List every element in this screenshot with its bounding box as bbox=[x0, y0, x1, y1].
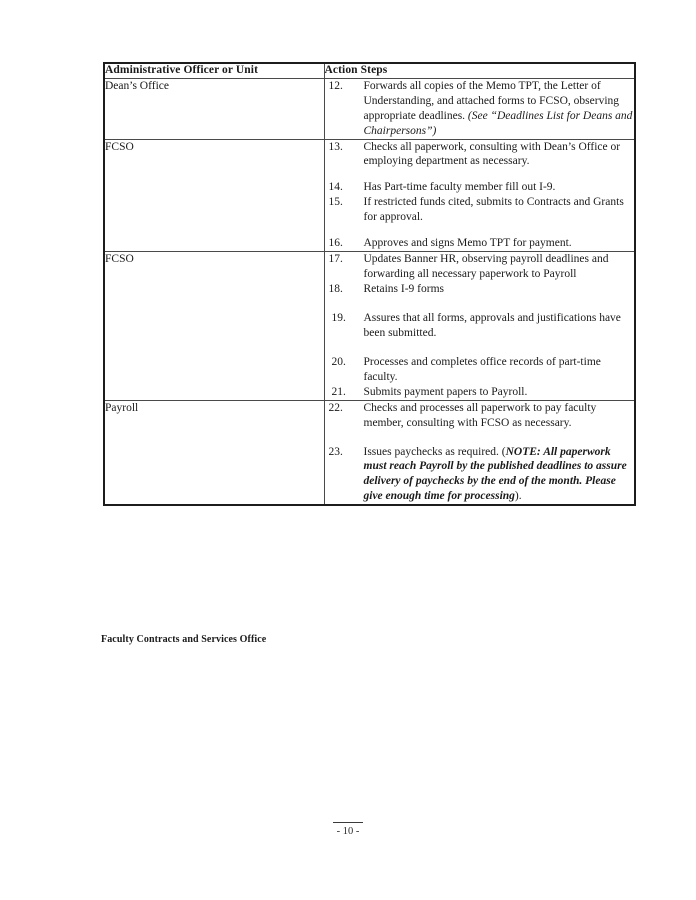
list-item bbox=[325, 195, 635, 225]
list-item bbox=[325, 311, 635, 341]
step-list bbox=[325, 79, 635, 139]
list-item bbox=[325, 282, 635, 297]
page-footer bbox=[0, 822, 696, 837]
procedures-table bbox=[103, 62, 636, 506]
list-item bbox=[325, 252, 635, 282]
step-text: Has Part-time faculty member fill out I-9. bbox=[363, 181, 556, 194]
list-item bbox=[325, 445, 635, 505]
step-text: Submits payment papers to Payroll. bbox=[363, 385, 528, 398]
step-number: 21. bbox=[331, 385, 346, 398]
table-header bbox=[104, 63, 635, 78]
list-item bbox=[325, 79, 635, 139]
column-header-unit: Administrative Officer or Unit bbox=[104, 63, 324, 78]
step-text-plain: Forwards all copies of the Memo TPT, the Letter of Understanding, and attached forms to FCSO, observing appropriate deadlines. bbox=[363, 79, 620, 122]
step-number: 17. bbox=[328, 253, 343, 266]
page-number-rule bbox=[333, 822, 363, 823]
list-item bbox=[325, 401, 635, 431]
table-row bbox=[104, 78, 635, 139]
step-list bbox=[325, 252, 635, 400]
step-number: 22. bbox=[328, 401, 343, 414]
row-action-steps bbox=[324, 400, 635, 505]
step-text bbox=[364, 445, 635, 505]
table-row bbox=[104, 139, 635, 252]
step-text: Updates Banner HR, observing payroll deadlines and forwarding all necessary paperwork to Payroll bbox=[363, 253, 609, 281]
row-action-steps bbox=[324, 139, 635, 252]
step-number: 23. bbox=[328, 445, 343, 458]
row-unit-label: Payroll bbox=[104, 400, 324, 505]
column-header-steps: Action Steps bbox=[324, 63, 635, 78]
step-list bbox=[325, 140, 635, 252]
step-number: 16. bbox=[328, 237, 343, 250]
row-unit-label: FCSO bbox=[104, 139, 324, 252]
step-number: 19. bbox=[331, 311, 346, 324]
step-text-italic: (See “Deadlines List for Deans and Chairpersons”) bbox=[363, 109, 633, 137]
step-text: Processes and completes office records of part-time faculty. bbox=[363, 355, 601, 383]
step-list bbox=[325, 401, 635, 505]
step-text: Checks and processes all paperwork to pay faculty member, consulting with FCSO as necessary. bbox=[363, 401, 597, 429]
row-unit-label: Dean’s Office bbox=[104, 78, 324, 139]
step-text: Approves and signs Memo TPT for payment. bbox=[363, 237, 572, 250]
step-number: 14. bbox=[328, 181, 343, 194]
step-number: 20. bbox=[331, 355, 346, 368]
table-header-row bbox=[104, 63, 635, 78]
page-number: - 10 - bbox=[336, 826, 360, 837]
row-unit-label: FCSO bbox=[104, 252, 324, 401]
table-row bbox=[104, 252, 635, 401]
step-text-plain: Issues paychecks as required. ( bbox=[363, 445, 506, 458]
table-row bbox=[104, 400, 635, 505]
list-item bbox=[325, 180, 635, 195]
step-number: 13. bbox=[328, 140, 343, 153]
step-number: 12. bbox=[328, 79, 343, 92]
step-text: Checks all paperwork, consulting with Dean’s Office or employing department as necessary. bbox=[363, 140, 621, 168]
step-number: 18. bbox=[328, 283, 343, 296]
step-text: Assures that all forms, approvals and justifications have been submitted. bbox=[363, 311, 621, 339]
step-number: 15. bbox=[328, 196, 343, 209]
step-text bbox=[364, 79, 635, 139]
list-item bbox=[325, 355, 635, 385]
table-body bbox=[104, 78, 635, 505]
step-text-tail: ). bbox=[514, 490, 522, 503]
list-item bbox=[325, 236, 635, 251]
row-action-steps bbox=[324, 252, 635, 401]
step-text: Retains I-9 forms bbox=[363, 283, 444, 296]
step-text: If restricted funds cited, submits to Contracts and Grants for approval. bbox=[363, 196, 624, 224]
list-item bbox=[325, 385, 635, 400]
row-action-steps bbox=[324, 78, 635, 139]
step-note-emphasis: NOTE: All paperwork must reach Payroll by the published deadlines to assure delivery of paychecks by the end of the month. Please give enough time for processing bbox=[363, 445, 627, 503]
office-footer-line: Faculty Contracts and Services Office bbox=[101, 634, 267, 645]
list-item bbox=[325, 140, 635, 170]
